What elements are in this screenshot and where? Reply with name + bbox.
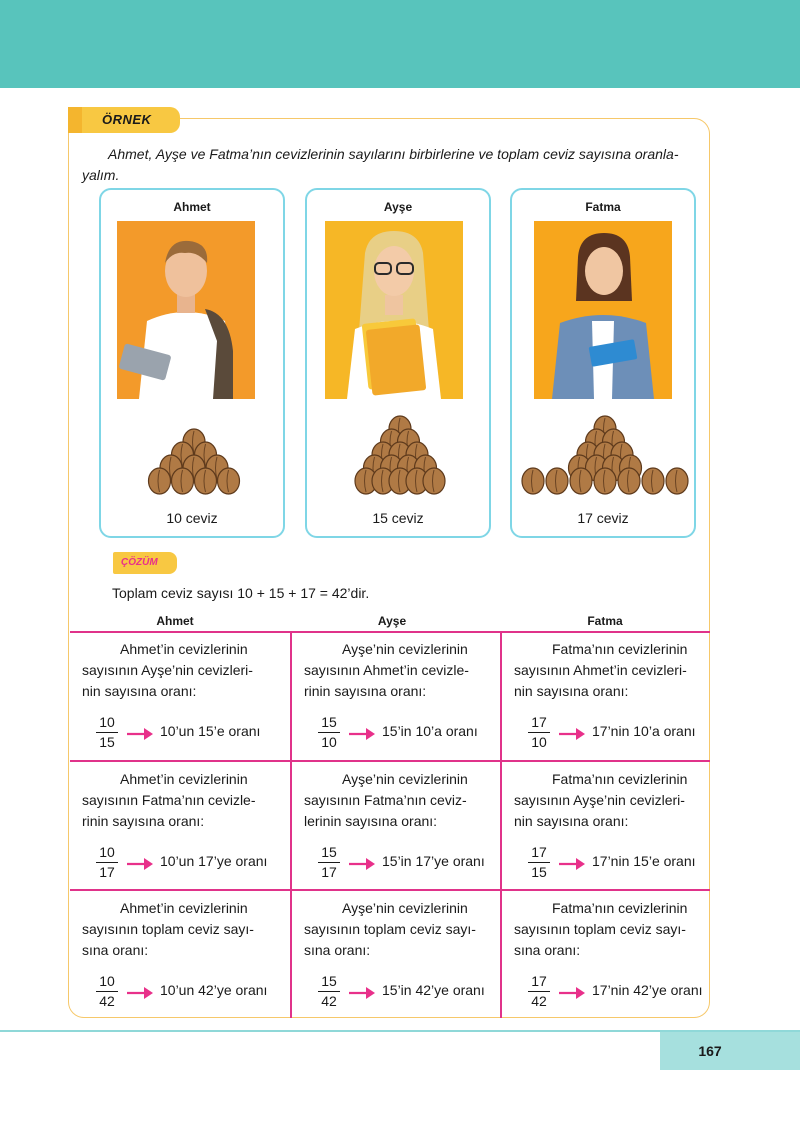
card-ahmet [99,188,285,538]
fraction [96,973,118,1010]
fraction-denominator: 15 [531,864,547,880]
intro-line-2: yalım. [82,167,120,183]
fraction-numerator: 15 [321,844,337,860]
fraction-numerator: 15 [321,714,337,730]
solution-tag [113,552,177,574]
ratio-cell [70,890,278,1019]
walnut-icon [423,468,445,494]
top-band [0,0,800,88]
fraction-numerator: 17 [531,844,547,860]
arrow-right-icon [348,857,376,871]
intro-text [82,144,700,186]
fraction [96,844,118,881]
walnut-icon [642,468,664,494]
walnut-icon [618,468,640,494]
ratio-description [514,769,706,832]
fraction-denominator: 42 [321,993,337,1009]
description-line: sına oranı: [82,942,149,958]
fraction-bar [528,862,550,863]
walnut-icon [218,468,240,494]
ratio-label: 15’in 17’ye oranı [382,853,485,869]
nut-pyramid-ahmet [101,406,287,496]
description-line: nin sayısına oranı: [82,683,197,699]
fraction [318,714,340,751]
description-line: sayısının Fatma’nın cevizle- [82,792,256,808]
ratio-cell [502,761,710,890]
description-line: rinin sayısına oranı: [82,813,205,829]
description-line: sayısının toplam ceviz sayı- [514,921,686,937]
description-line: Ahmet’in cevizlerinin [120,900,248,916]
description-line: lerinin sayısına oranı: [304,813,438,829]
ratio-label: 10’un 17’ye oranı [160,853,268,869]
ratio-label: 15’in 42’ye oranı [382,982,485,998]
fraction-bar [318,862,340,863]
fraction-bar [528,991,550,992]
fraction [528,714,550,751]
card-name: Ahmet [173,200,211,214]
column-header-ahmet: Ahmet [156,614,194,628]
nut-pyramid-ayse [307,406,493,496]
ratio-table [70,631,710,1018]
page-number: 167 [660,1032,800,1070]
description-line: Ayşe’nin cevizlerinin [342,900,468,916]
ratio-cell [70,631,278,760]
ratio-cell [70,761,278,890]
fraction [528,844,550,881]
fraction-denominator: 17 [99,864,115,880]
description-line: rinin sayısına oranı: [304,683,427,699]
walnut-icon [666,468,688,494]
fraction-denominator: 15 [99,734,115,750]
description-line: Ayşe’nin cevizlerinin [342,771,468,787]
walnut-icon [149,468,171,494]
ratio-label: 17’nin 10’a oranı [592,723,696,739]
fraction-denominator: 42 [99,993,115,1009]
card-name: Ayşe [383,200,413,214]
description-line: Fatma’nın cevizlerinin [552,900,688,916]
ratio-label: 17’nin 15’e oranı [592,853,696,869]
ratio-label: 15’in 10’a oranı [382,723,478,739]
ratio-cell [502,631,710,760]
ratio-description [304,639,496,702]
fraction-bar [96,732,118,733]
ratio-cell [502,890,710,1019]
walnut-icon [522,468,544,494]
arrow-right-icon [126,986,154,1000]
fraction-bar [96,862,118,863]
description-line: sına oranı: [304,942,371,958]
walnut-icon [546,468,568,494]
fraction-numerator: 17 [531,714,547,730]
intro-line-1: Ahmet, Ayşe ve Fatma’nın cevizlerinin sayılarını birbirlerine ve toplam ceviz sayısına oranla- [108,146,679,162]
walnut-icon [594,468,616,494]
fraction-denominator: 10 [321,734,337,750]
description-line: sayısının Ayşe’nin cevizleri- [514,792,685,808]
fraction-numerator: 10 [99,714,115,730]
ratio-description [82,769,274,832]
fraction-numerator: 10 [99,973,115,989]
ratio-label: 10’un 15’e oranı [160,723,261,739]
arrow-right-icon [126,727,154,741]
example-tag [68,107,180,133]
arrow-right-icon [558,857,586,871]
nut-count: 17 ceviz [577,510,629,526]
fraction-numerator: 15 [321,973,337,989]
ratio-description [514,639,706,702]
description-line: Ayşe’nin cevizlerinin [342,641,468,657]
ratio-label: 17’nin 42’ye oranı [592,982,703,998]
description-line: Fatma’nın cevizlerinin [552,641,688,657]
nut-count: 15 ceviz [372,510,424,526]
description-line: sayısının Fatma’nın ceviz- [304,792,467,808]
ratio-description [304,769,496,832]
arrow-right-icon [348,986,376,1000]
ratio-label: 10’un 42’ye oranı [160,982,268,998]
ratio-cell [292,890,500,1019]
fraction [528,973,550,1010]
card-ayse [305,188,491,538]
description-line: Ahmet’in cevizlerinin [120,771,248,787]
description-line: sayısının toplam ceviz sayı- [82,921,254,937]
description-line: sayısının Ahmet’in cevizleri- [514,662,687,678]
fraction-numerator: 17 [531,973,547,989]
description-line: nin sayısına oranı: [514,683,629,699]
description-line: Fatma’nın cevizlerinin [552,771,688,787]
card-fatma [510,188,696,538]
fraction-denominator: 10 [531,734,547,750]
fraction-bar [96,991,118,992]
description-line: sayısının toplam ceviz sayı- [304,921,476,937]
ratio-cell [292,631,500,760]
fraction-bar [318,732,340,733]
photo-ayse [325,221,463,399]
description-line: sayısının Ayşe’nin cevizleri- [82,662,253,678]
fraction-denominator: 42 [531,993,547,1009]
fraction [318,844,340,881]
description-line: sına oranı: [514,942,581,958]
walnut-icon [172,468,194,494]
example-tag-label: ÖRNEK [102,112,152,127]
ratio-cell [292,761,500,890]
arrow-right-icon [558,727,586,741]
nut-pyramid-fatma [512,406,698,496]
description-line: Ahmet’in cevizlerinin [120,641,248,657]
description-line: sayısının Ahmet’in cevizle- [304,662,469,678]
fraction [96,714,118,751]
ratio-description [82,639,274,702]
arrow-right-icon [126,857,154,871]
photo-fatma [534,221,672,399]
column-header-ayse: Ayşe [377,614,407,628]
card-name: Fatma [585,200,621,214]
total-sentence: Toplam ceviz sayısı 10 + 15 + 17 = 42’dir. [112,585,370,601]
solution-tag-label: ÇÖZÜM [121,557,158,568]
walnut-icon [195,468,217,494]
fraction [318,973,340,1010]
ratio-description [82,898,274,961]
ratio-description [514,898,706,961]
fraction-denominator: 17 [321,864,337,880]
fraction-bar [528,732,550,733]
arrow-right-icon [558,986,586,1000]
photo-ahmet [117,221,255,399]
description-line: nin sayısına oranı: [514,813,629,829]
arrow-right-icon [348,727,376,741]
column-header-fatma: Fatma [587,614,623,628]
walnut-icon [570,468,592,494]
nut-count: 10 ceviz [166,510,218,526]
fraction-numerator: 10 [99,844,115,860]
fraction-bar [318,991,340,992]
ratio-description [304,898,496,961]
